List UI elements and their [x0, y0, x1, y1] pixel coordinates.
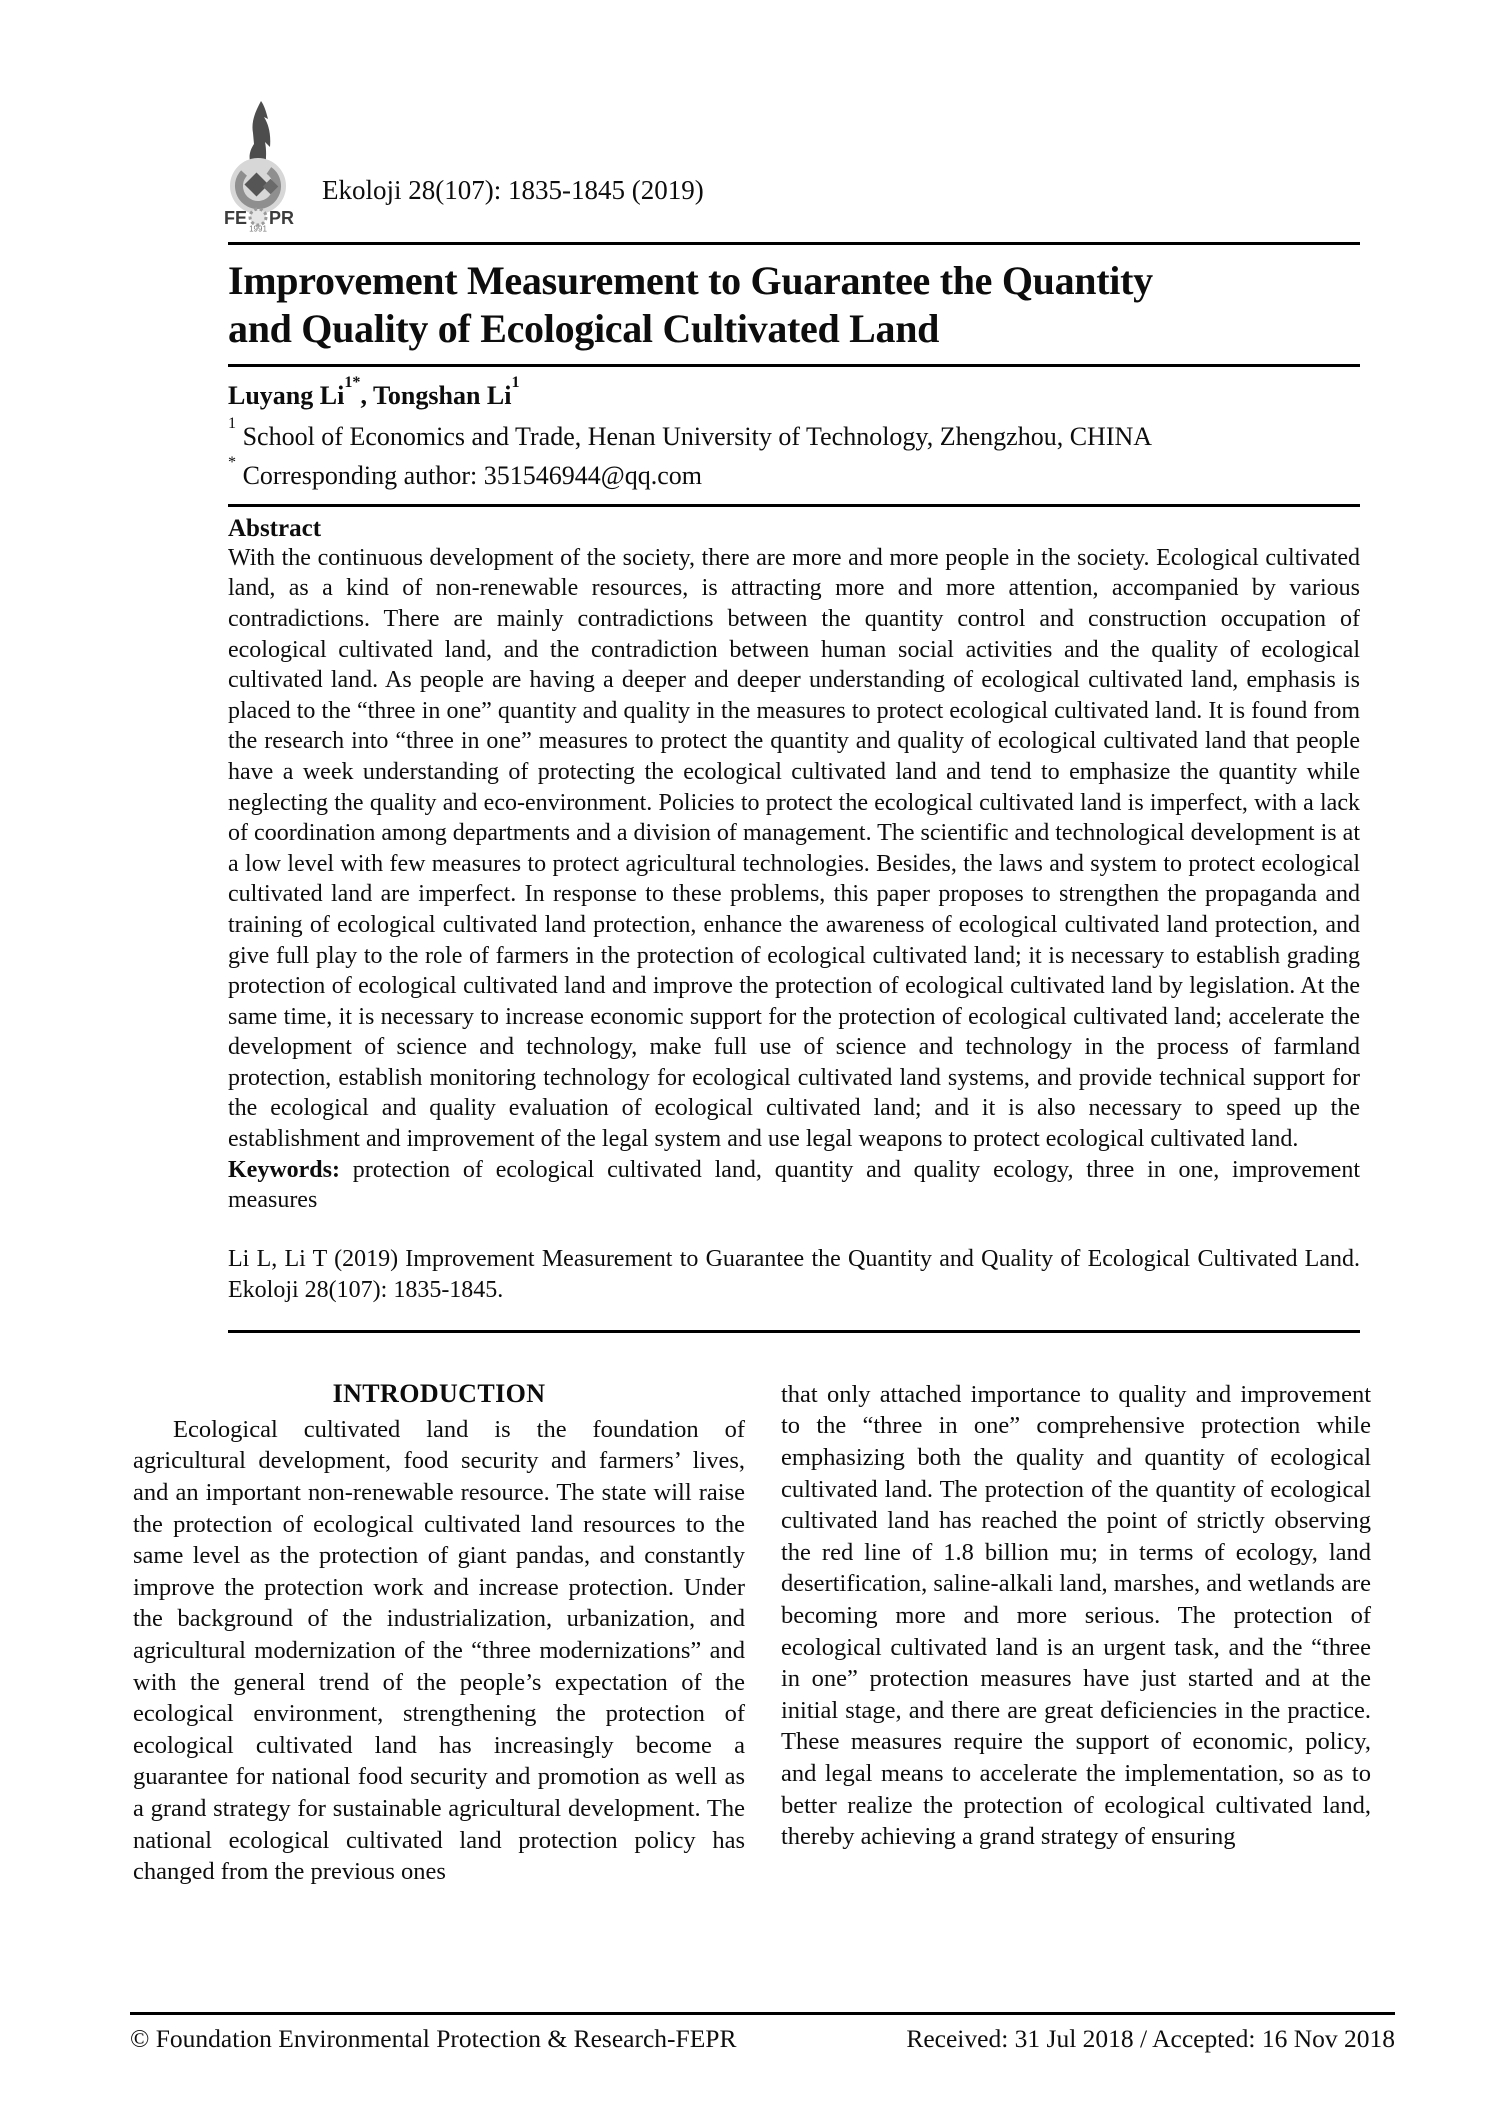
logo-text-fe: FE	[224, 208, 248, 228]
page-footer	[130, 2012, 1395, 2054]
citation-divider	[228, 1330, 1360, 1333]
title-line-2: and Quality of Ecological Cultivated Land	[228, 306, 940, 352]
journal-issue-line: Ekoloji 28(107): 1835-1845 (2019)	[322, 175, 704, 205]
footer-received-accepted: Received: 31 Jul 2018 / Accepted: 16 Nov 2018	[906, 2024, 1395, 2053]
introduction-paragraph-left: Ecological cultivated land is the foundation of agricultural development, food security and farmers’ lives, and an important non-renewable resource. The state will raise the protection of ecological cultivated land resources to the same level as the protection of giant pandas, and constantly improve the protection work and increase protection. Under the background of the industrialization, urbanization, and agricultural modernization of the “three modernizations” and with the general trend of the people’s expectation of the ecological environment, strengthening the protection of ecological cultivated land has increasingly become a guarantee for national food security and promotion as well as a grand strategy for sustainable agricultural development. The national ecological cultivated land protection policy has changed from the previous ones	[133, 1415, 745, 1886]
corresponding-text: Corresponding author: 351546944@qq.com	[242, 460, 702, 490]
citation-line: Li L, Li T (2019) Improvement Measurement to Guarantee the Quantity and Quality of Ecological Cultivated Land. Ekoloji 28(107): 1835-1845.	[228, 1245, 1360, 1303]
logo-text-year: 1991	[249, 224, 267, 232]
author-1-superscript: 1*	[344, 373, 361, 391]
author-2-superscript: 1	[511, 373, 520, 391]
introduction-heading: INTRODUCTION	[332, 1378, 546, 1408]
corresponding-author-line	[228, 453, 1360, 491]
fepr-logo-icon	[212, 100, 304, 232]
body-columns	[133, 1379, 1371, 1888]
page-title	[228, 257, 1360, 354]
author-2: Tongshan Li	[372, 380, 512, 410]
corresponding-superscript: *	[228, 453, 237, 471]
abstract-heading: Abstract	[228, 514, 322, 542]
abstract-body: With the continuous development of the society, there are more and more people in the society. Ecological cultivated land, as a kind of non-renewable resources, is attracting more and more attention, accompanied by various contradictions. There are mainly contradictions between the quantity control and construction occupation of ecological cultivated land, and the contradiction between human social activities and the quality of ecological cultivated land. As people are having a deeper and deeper understanding of ecological cultivated land, emphasis is placed to the “three in one” quantity and quality in the measures to protect ecological cultivated land. It is found from the research into “three in one” measures to protect the quantity and quality of ecological cultivated land that people have a week understanding of protecting the ecological cultivated land and tend to emphasize the quantity while neglecting the quality and eco-environment. Policies to protect the ecological cultivated land is imperfect, with a lack of coordination among departments and a division of management. The scientific and technological development is at a low level with few measures to protect agricultural technologies. Besides, the laws and system to protect ecological cultivated land are imperfect. In response to these problems, this paper proposes to strengthen the propaganda and training of ecological cultivated land protection, enhance the awareness of ecological cultivated land protection, and give full play to the role of farmers in the protection of ecological cultivated land; it is necessary to establish grading protection of ecological cultivated land and improve the protection of ecological cultivated land by legislation. At the same time, it is necessary to increase economic support for the protection of ecological cultivated land; accelerate the development of science and technology, make full use of science and technology in the process of farmland protection, establish monitoring technology for ecological cultivated land systems, and provide technical support for the ecological and quality evaluation of ecological cultivated land; and it is also necessary to speed up the establishment and improvement of the legal system and use legal weapons to protect ecological cultivated land.	[228, 544, 1360, 1153]
author-separator: ,	[360, 380, 373, 410]
keywords-label: Keywords:	[228, 1156, 340, 1183]
journal-header	[212, 0, 1360, 232]
author-1: Luyang Li	[228, 380, 345, 410]
authors-divider	[228, 504, 1360, 507]
right-column	[781, 1379, 1371, 1888]
left-column	[133, 1379, 745, 1888]
header-divider	[228, 242, 1360, 245]
introduction-paragraph-right: that only attached importance to quality and improvement to the “three in one” comprehensive protection while emphasizing both the quality and quantity of ecological cultivated land. The protection of the quantity of ecological cultivated land has reached the point of strictly observing the red line of 1.8 billion mu; in terms of ecology, land desertification, saline-alkali land, marshes, and wetlands are becoming more and more serious. The protection of ecological cultivated land is an urgent task, and the “three in one” protection measures have just started and at the initial stage, and there are great deficiencies in the practice. These measures require the support of economic, policy, and legal means to accelerate the implementation, so as to better realize the protection of ecological cultivated land, thereby achieving a grand strategy of ensuring	[781, 1380, 1371, 1851]
footer-copyright: © Foundation Environmental Protection & Research-FEPR	[130, 2024, 737, 2053]
keywords-text: protection of ecological cultivated land, quantity and quality ecology, three in one, improvement measures	[228, 1156, 1360, 1214]
title-divider	[228, 364, 1360, 367]
keywords-line	[228, 1155, 1360, 1216]
title-line-1: Improvement Measurement to Guarantee the Quantity	[228, 258, 1153, 303]
rosette-icon	[250, 209, 266, 225]
authors-line	[228, 373, 1360, 411]
logo-text-pr: PR	[269, 208, 295, 228]
affiliation-superscript: 1	[228, 414, 237, 432]
front-matter	[224, 0, 1360, 1333]
affiliation-text: School of Economics and Trade, Henan University of Technology, Zhengzhou, CHINA	[242, 421, 1153, 451]
affiliation-line	[228, 414, 1360, 452]
